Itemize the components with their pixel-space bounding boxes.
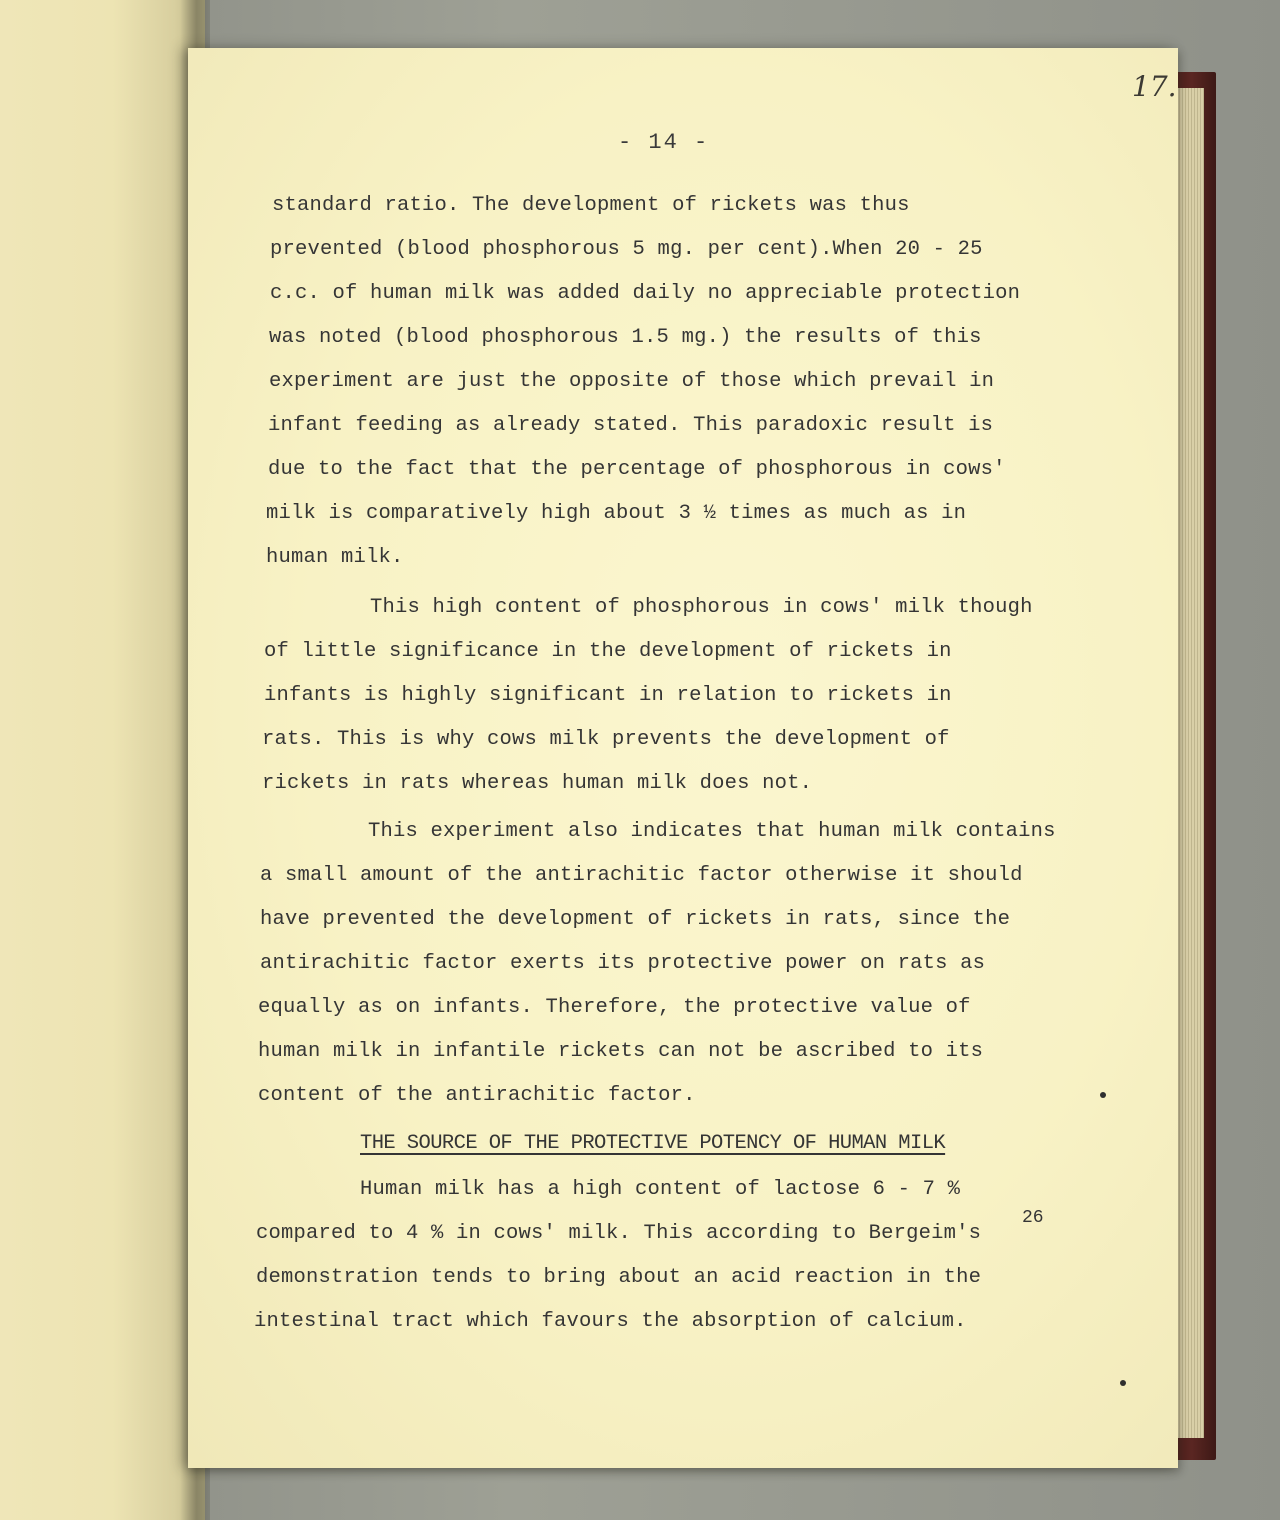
text-line: experiment are just the opposite of those which prevail in — [269, 370, 995, 393]
document-page — [188, 48, 1178, 1468]
facing-page — [0, 0, 205, 1520]
text-line: intestinal tract which favours the absorption of calcium. — [254, 1310, 967, 1333]
text-line: compared to 4 % in cows' milk. This according to Bergeim's — [256, 1222, 982, 1245]
text-line: human milk. — [266, 546, 404, 569]
text-line: c.c. of human milk was added daily no appreciable protection — [270, 282, 1021, 305]
text-line: milk is comparatively high about 3 ½ times as much as in — [266, 502, 967, 525]
text-line: standard ratio. The development of rickets was thus — [272, 194, 910, 217]
text-line: infant feeding as already stated. This paradoxic result is — [268, 414, 994, 437]
text-line: This high content of phosphorous in cows' milk though — [370, 596, 1033, 619]
text-line: antirachitic factor exerts its protective power on rats as — [260, 952, 986, 975]
ink-dot — [1120, 1380, 1126, 1386]
text-line: rats. This is why cows milk prevents the development of — [262, 728, 950, 751]
text-line: equally as on infants. Therefore, the protective value of — [258, 996, 971, 1019]
text-line: demonstration tends to bring about an acid reaction in the — [256, 1266, 982, 1289]
text-line: This experiment also indicates that human milk contains — [368, 820, 1056, 843]
folio-mark: 17. — [1132, 70, 1177, 103]
text-line: Human milk has a high content of lactose 6 - 7 % — [360, 1178, 961, 1201]
text-line: rickets in rats whereas human milk does not. — [262, 772, 813, 795]
ink-dot — [1100, 1092, 1106, 1098]
section-heading: THE SOURCE OF THE PROTECTIVE POTENCY OF HUMAN MILK — [360, 1132, 946, 1155]
text-line: infants is highly significant in relation to rickets in — [264, 684, 952, 707]
text-line: content of the antirachitic factor. — [258, 1084, 696, 1107]
text-line: due to the fact that the percentage of phosphorous in cows' — [268, 458, 1006, 481]
text-line: prevented (blood phosphorous 5 mg. per cent).When 20 - 25 — [270, 238, 983, 261]
page-number: - 14 - — [618, 130, 710, 155]
text-line: of little significance in the development of rickets in — [264, 640, 952, 663]
text-line: a small amount of the antirachitic factor otherwise it should — [260, 864, 1023, 887]
text-line: was noted (blood phosphorous 1.5 mg.) the results of this — [269, 326, 982, 349]
footnote-reference: 26 — [1022, 1208, 1044, 1228]
text-line: human milk in infantile rickets can not be ascribed to its — [258, 1040, 984, 1063]
text-line: have prevented the development of rickets in rats, since the — [260, 908, 1011, 931]
